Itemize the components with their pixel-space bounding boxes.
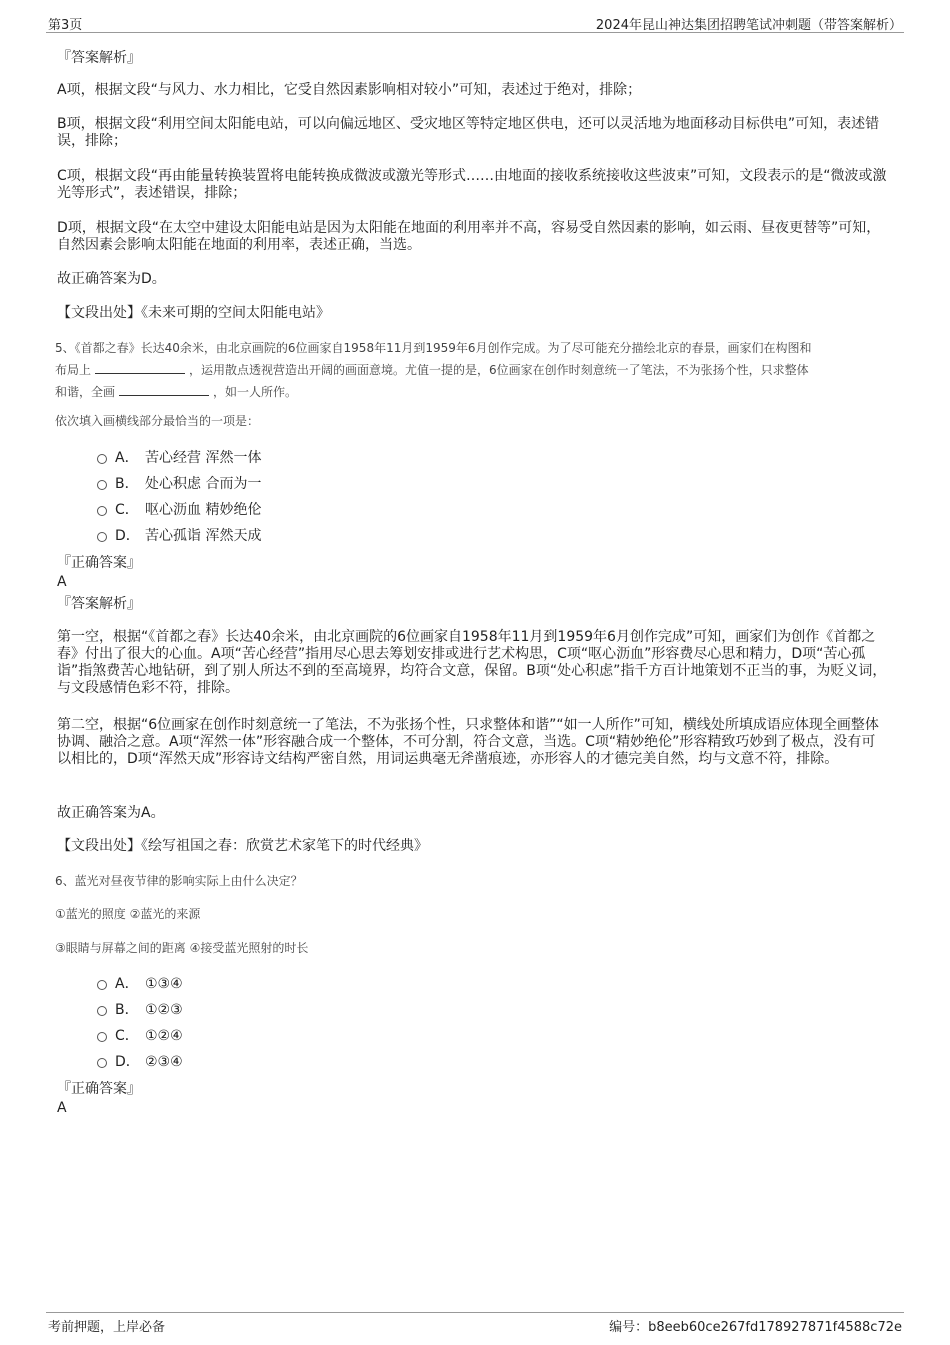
document-id: 编号：b8eeb60ce267fd178927871f4588c72e <box>609 1320 902 1335</box>
question-6-items-2: ③眼睛与屏幕之间的距离 ④接受蓝光照射的时长 <box>55 941 309 955</box>
question-5-line-2: 布局上 ，运用散点透视营造出开阔的画面意境。尤值一提的是，6位画家在创作时刻意统一了笔法，不为张扬个性，只求整体 <box>55 363 809 377</box>
q6-option-b[interactable]: B． ①②③ <box>97 1001 183 1019</box>
radio-icon[interactable] <box>97 1006 107 1016</box>
document-title: 2024年昆山神达集团招聘笔试冲刺题（带答案解析） <box>595 18 902 33</box>
analysis-paragraph-d: D项，根据文段“在太空中建设太阳能电站是因为太阳能在地面的利用率并不高，容易受自然因素的影响，如云雨、昼夜更替等”可知，自然因素会影响太阳能在地面的利用率，表述正确，当选。 <box>57 220 881 253</box>
q6-option-c[interactable]: C． ①②④ <box>97 1027 183 1045</box>
source-citation: 【文段出处】《绘写祖国之春：欣赏艺术家笔下的时代经典》 <box>57 838 428 854</box>
analysis-paragraph-2: 第二空，根据“6位画家在创作时刻意统一了笔法，不为张扬个性，只求整体和谐”“如一人所作”可知，横线处所填成语应体现全画整体协调、融洽之意。A项“浑然一体”形容融合成一个整体，不可分割，符合文意，当选。C项“精妙绝伦”形容精致巧妙到了极点，没有可以相比的，D项“浑然天成”形容诗文结构严密自然，用词运典毫无斧凿痕迹，亦形容人的才德完美自然，均与文意不符，排除。 <box>57 717 879 767</box>
radio-icon[interactable] <box>97 506 107 516</box>
q5-option-c[interactable]: C． 呕心沥血 精妙绝伦 <box>97 501 261 519</box>
correct-answer: A <box>57 1100 67 1116</box>
analysis-heading: 『答案解析』 <box>57 596 141 612</box>
q6-option-d[interactable]: D． ②③④ <box>97 1053 183 1071</box>
radio-icon[interactable] <box>97 1032 107 1042</box>
question-6-stem: 6、蓝光对昼夜节律的影响实际上由什么决定？ <box>55 874 303 888</box>
q6-option-a[interactable]: A． ①③④ <box>97 975 183 993</box>
radio-icon[interactable] <box>97 532 107 542</box>
analysis-paragraph-c: C项，根据文段“再由能量转换装置将电能转换成微波或激光等形式……由地面的接收系统接收这些波束”可知，文段表示的是“微波或激光等形式”，表述错误，排除； <box>57 168 887 201</box>
page-footer <box>46 1312 904 1333</box>
q5-option-b[interactable]: B． 处心积虑 合而为一 <box>97 475 261 493</box>
correct-answer-heading: 『正确答案』 <box>57 555 141 571</box>
fill-blank-2 <box>119 383 209 396</box>
question-5-line-1: 5、《首都之春》长达40余米，由北京画院的6位画家自1958年11月到1959年6月创作完成。为了尽可能充分描绘北京的春景，画家们在构图和 <box>55 341 812 355</box>
footer-slogan: 考前押题，上岸必备 <box>48 1320 166 1335</box>
analysis-conclusion: 故正确答案为D。 <box>57 271 166 287</box>
question-6-items-1: ①蓝光的照度 ②蓝光的来源 <box>55 907 201 921</box>
q5-option-d[interactable]: D． 苦心孤诣 浑然天成 <box>97 527 261 545</box>
radio-icon[interactable] <box>97 1058 107 1068</box>
question-5-stem <box>55 337 895 403</box>
page-header <box>46 14 904 33</box>
analysis-paragraph-a: A项，根据文段“与风力、水力相比，它受自然因素影响相对较小”可知，表述过于绝对，排除； <box>57 82 642 98</box>
analysis-heading: 『答案解析』 <box>57 50 141 66</box>
fill-blank-1 <box>95 361 185 374</box>
radio-icon[interactable] <box>97 454 107 464</box>
question-5-prompt: 依次填入画横线部分最恰当的一项是： <box>55 414 260 428</box>
analysis-paragraph-b: B项，根据文段“利用空间太阳能电站，可以向偏远地区、受灾地区等特定地区供电，还可以灵活地为地面移动目标供电”可知，表述错误，排除； <box>57 116 880 149</box>
correct-answer: A <box>57 574 67 590</box>
analysis-paragraph-1: 第一空，根据“《首都之春》长达40余米，由北京画院的6位画家自1958年11月到1959年6月创作完成”可知，画家们为创作《首都之春》付出了很大的心血。A项“苦心经营”指用尽心思去筹划安排或进行艺术构思，C项“呕心沥血”形容费尽心思和精力，D项“苦心孤诣”指煞费苦心地钻研，到了别人所达不到的至高境界，均符合文意，保留。B项“处心积虑”指千方百计地策划不正当的事，为贬义词，与文段感情色彩不符，排除。 <box>57 629 887 696</box>
q5-option-a[interactable]: A． 苦心经营 浑然一体 <box>97 449 261 467</box>
correct-answer-heading: 『正确答案』 <box>57 1081 141 1097</box>
question-5-line-3: 和谐，全画 ，如一人所作。 <box>55 385 298 399</box>
source-citation: 【文段出处】《未来可期的空间太阳能电站》 <box>57 305 330 321</box>
analysis-conclusion: 故正确答案为A。 <box>57 805 165 821</box>
radio-icon[interactable] <box>97 480 107 490</box>
radio-icon[interactable] <box>97 980 107 990</box>
page-number: 第3页 <box>48 18 83 33</box>
